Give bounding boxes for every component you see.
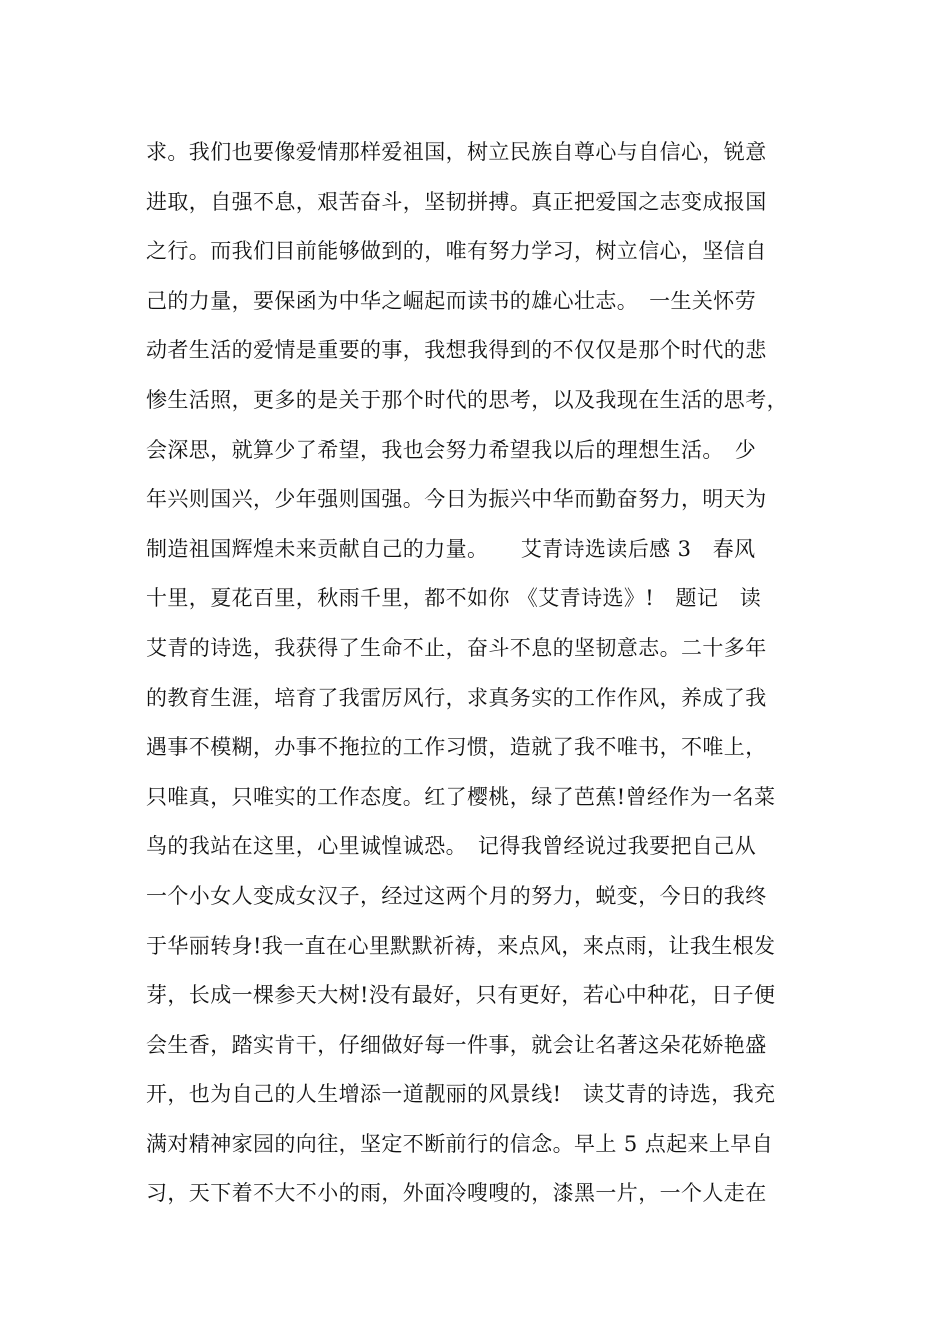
text-line: 的教育生涯，培育了我雷厉风行，求真务实的工作作风，养成了我 <box>146 685 767 710</box>
text-line: 会生香，踏实肯干，仔细做好每一件事，就会让名著这朵花娇艳盛 <box>146 1032 767 1057</box>
text-line: 十里，夏花百里，秋雨千里，都不如你 《艾青诗选》! 题记 读 <box>146 586 762 611</box>
text-line: 一个小女人变成女汉子，经过这两个月的努力，蜕变，今日的我终 <box>146 883 767 908</box>
text-line: 遇事不模糊，办事不拖拉的工作习惯，造就了我不唯书，不唯上， <box>146 735 767 760</box>
text-line: 鸟的我站在这里，心里诚惶诚恐。 记得我曾经说过我要把自己从 <box>146 834 757 859</box>
text-line: 只唯真，只唯实的工作态度。红了樱桃，绿了芭蕉!曾经作为一名菜 <box>146 784 776 809</box>
text-line: 于华丽转身!我一直在心里默默祈祷，来点风，来点雨，让我生根发 <box>146 933 776 958</box>
text-line: 制造祖国辉煌未来贡献自己的力量。 艾青诗选读后感 3 春风 <box>146 536 756 561</box>
text-line: 惨生活照，更多的是关于那个时代的思考，以及我现在生活的思考， <box>146 387 788 412</box>
text-line: 习，天下着不大不小的雨，外面冷嗖嗖的，漆黑一片，一个人走在 <box>146 1181 767 1206</box>
text-line: 会深思，就算少了希望，我也会努力希望我以后的理想生活。 少 <box>146 437 757 462</box>
text-line: 己的力量，要保函为中华之崛起而读书的雄心壮志。 一生关怀劳 <box>146 288 757 313</box>
body-text <box>146 128 836 1219</box>
text-line: 之行。而我们目前能够做到的，唯有努力学习，树立信心，坚信自 <box>146 239 767 264</box>
text-line: 动者生活的爱情是重要的事，我想我得到的不仅仅是那个时代的悲 <box>146 338 767 363</box>
text-line: 艾青的诗选，我获得了生命不止，奋斗不息的坚韧意志。二十多年 <box>146 635 767 660</box>
text-line: 年兴则国兴，少年强则国强。今日为振兴中华而勤奋努力，明天为 <box>146 487 767 512</box>
text-line: 开，也为自己的人生增添一道靓丽的风景线! 读艾青的诗选，我充 <box>146 1082 776 1107</box>
text-line: 满对精神家园的向往，坚定不断前行的信念。早上 5 点起来上早自 <box>146 1131 774 1156</box>
text-line: 求。我们也要像爱情那样爱祖国，树立民族自尊心与自信心，锐意 <box>146 140 767 164</box>
text-line: 进取，自强不息，艰苦奋斗，坚韧拼搏。真正把爱国之志变成报国 <box>146 189 767 214</box>
text-line: 芽，长成一棵参天大树!没有最好，只有更好，若心中种花，日子便 <box>146 983 776 1008</box>
